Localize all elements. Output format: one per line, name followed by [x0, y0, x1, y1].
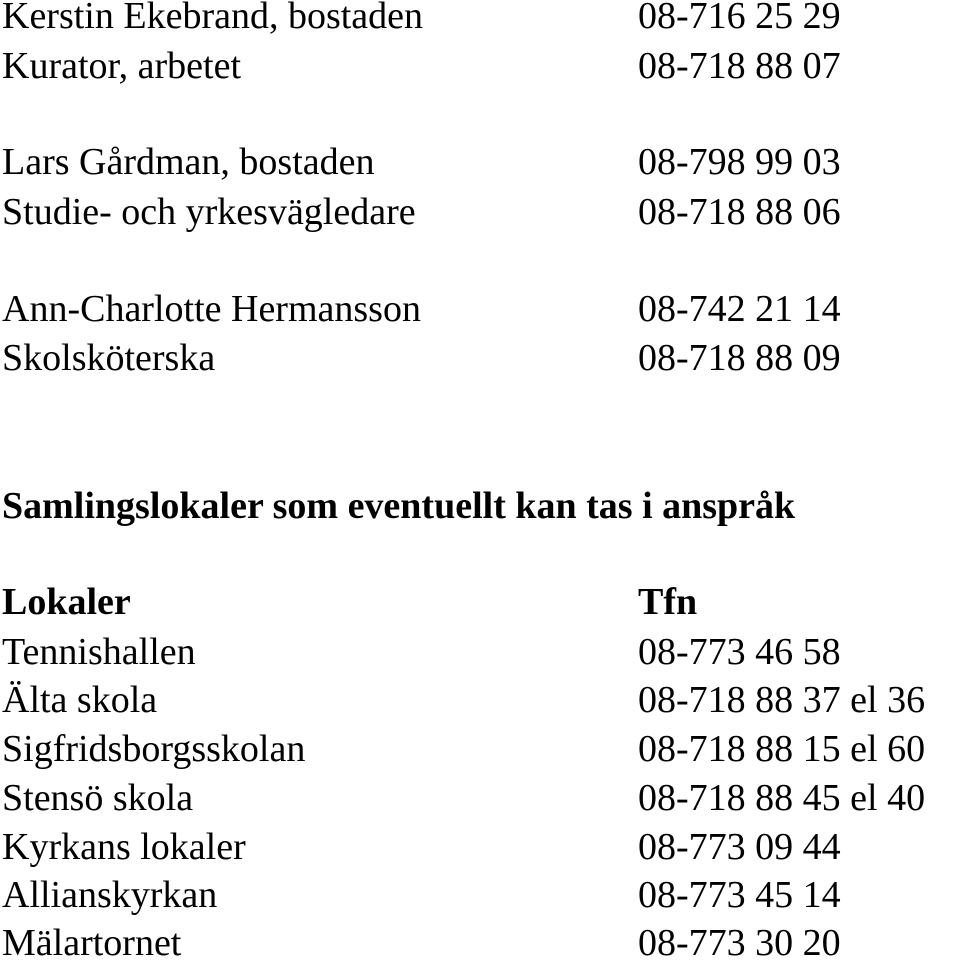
contact-phone: 08-718 88 09 [638, 337, 841, 379]
table-row [0, 725, 960, 773]
venue-name: Tennishallen [2, 631, 196, 673]
contact-name: Skolsköterska [2, 337, 216, 379]
column-header-lokaler: Lokaler [2, 581, 131, 623]
table-row [0, 628, 960, 676]
contact-row [0, 188, 960, 236]
venue-phone: 08-773 30 20 [638, 922, 841, 964]
table-row [0, 871, 960, 919]
table-row [0, 774, 960, 822]
section-title: Samlingslokaler som eventuellt kan tas i anspråk [2, 485, 796, 527]
contact-row [0, 138, 960, 186]
venue-phone: 08-773 45 14 [638, 874, 841, 916]
contact-name: Kurator, arbetet [2, 45, 242, 87]
contact-name: Ann-Charlotte Hermansson [2, 288, 421, 330]
contact-name: Lars Gårdman, bostaden [2, 141, 375, 183]
table-row [0, 823, 960, 871]
contact-row [0, 334, 960, 382]
venue-name: Allianskyrkan [2, 874, 218, 916]
contact-phone: 08-718 88 06 [638, 191, 841, 233]
table-header [0, 578, 960, 626]
table-row [0, 676, 960, 724]
venue-name: Älta skola [2, 679, 158, 721]
contact-row [0, 0, 960, 40]
contact-name: Studie- och yrkesvägledare [2, 191, 416, 233]
contact-row [0, 42, 960, 90]
venue-phone: 08-718 88 37 el 36 [638, 679, 926, 721]
venue-name: Stensö skola [2, 777, 194, 819]
venue-phone: 08-718 88 15 el 60 [638, 728, 926, 770]
contact-phone: 08-718 88 07 [638, 45, 841, 87]
contact-phone: 08-716 25 29 [638, 0, 841, 37]
venue-phone: 08-773 09 44 [638, 826, 841, 868]
contact-name: Kerstin Ekebrand, bostaden [2, 0, 424, 37]
venue-phone: 08-718 88 45 el 40 [638, 777, 926, 819]
column-header-tfn: Tfn [638, 581, 698, 623]
contact-row [0, 285, 960, 333]
venue-name: Kyrkans lokaler [2, 826, 246, 868]
venue-name: Sigfridsborgsskolan [2, 728, 306, 770]
venue-name: Mälartornet [2, 922, 182, 964]
venue-phone: 08-773 46 58 [638, 631, 841, 673]
contact-phone: 08-742 21 14 [638, 288, 841, 330]
contact-phone: 08-798 99 03 [638, 141, 841, 183]
